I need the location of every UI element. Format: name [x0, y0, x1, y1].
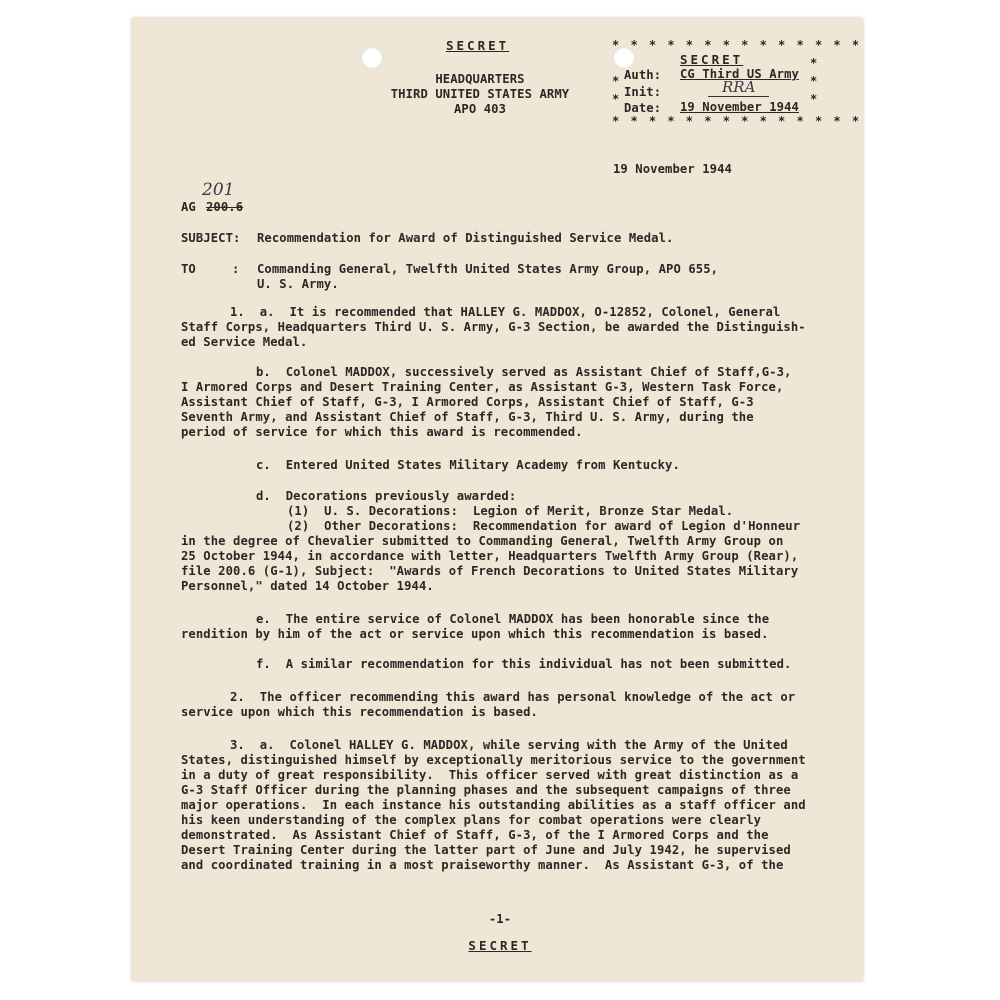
para-1d-line: 25 October 1944, in accordance with letter, Headquarters Twelfth Army Group (Rear),: [181, 549, 799, 563]
org-line-3: APO 403: [453, 102, 507, 116]
stamp-auth-value: CG Third US Army: [680, 67, 799, 81]
stamp-star: *: [810, 74, 820, 88]
handwritten-file-number: 201: [202, 180, 235, 200]
para-3a-line: G-3 Staff Officer during the planning phases and the subsequent campaigns of three: [181, 783, 791, 797]
to-line-1: Commanding General, Twelfth United States Army Group, APO 655,: [257, 262, 719, 276]
para-1e-line: e. The entire service of Colonel MADDOX has been honorable since the: [256, 612, 770, 626]
org-line-2: THIRD UNITED STATES ARMY: [390, 87, 570, 101]
to-line-2: U. S. Army.: [257, 277, 339, 291]
header-classification: SECRET: [446, 38, 510, 53]
para-1e-line: rendition by him of the act or service upon which this recommendation is based.: [181, 627, 769, 641]
para-3a-line: major operations. In each instance his outstanding abilities as a staff officer and: [181, 798, 806, 812]
stamp-star: *: [810, 92, 820, 106]
stamp-date-label: Date:: [624, 101, 662, 115]
para-3a-line: and coordinated training in a most praiseworthy manner. As Assistant G-3, of the: [181, 858, 784, 872]
subject-text: Recommendation for Award of Distinguished Service Medal.: [257, 231, 674, 245]
para-3a-line: in a duty of great responsibility. This officer served with great distinction as a: [181, 768, 799, 782]
stamp-auth-label: Auth:: [624, 68, 662, 82]
para-1b-line: Assistant Chief of Staff, G-3, I Armored Corps, Assistant Chief of Staff, G-3: [181, 395, 754, 409]
para-1f: f. A similar recommendation for this individual has not been submitted.: [256, 657, 792, 671]
classification-stamp: [610, 38, 862, 128]
subject-label: SUBJECT:: [181, 231, 241, 245]
para-1a-line: 1. a. It is recommended that HALLEY G. MADDOX, O-12852, Colonel, General: [230, 305, 781, 319]
stamp-border-bottom: * * * * * * * * * * * * * *: [612, 114, 862, 128]
stamp-star: *: [612, 92, 622, 106]
para-1d-line: (2) Other Decorations: Recommendation for award of Legion d'Honneur: [287, 519, 801, 533]
to-colon: :: [232, 262, 240, 276]
para-1b-line: Seventh Army, and Assistant Chief of Staff, G-3, Third U. S. Army, during the: [181, 410, 754, 424]
stamp-classification: SECRET: [680, 52, 744, 67]
stamp-date-value: 19 November 1944: [680, 100, 799, 114]
para-1a-line: ed Service Medal.: [181, 335, 308, 349]
para-3a-line: States, distinguished himself by exceptionally meritorious service to the government: [181, 753, 806, 767]
stamp-init-label: Init:: [624, 85, 662, 99]
footer-classification: SECRET: [468, 938, 532, 953]
para-3a-line: demonstrated. As Assistant Chief of Staff, G-3, of the I Armored Corps and the: [181, 828, 769, 842]
to-label: TO: [181, 262, 196, 276]
para-2-line: service upon which this recommendation is based.: [181, 705, 538, 719]
punch-hole: [361, 47, 383, 69]
para-2-line: 2. The officer recommending this award has personal knowledge of the act or: [230, 690, 796, 704]
para-1d-line: (1) U. S. Decorations: Legion of Merit, Bronze Star Medal.: [287, 504, 734, 518]
file-ref-struck: 200.6: [206, 200, 244, 214]
para-1d-line: in the degree of Chevalier submitted to Commanding General, Twelfth Army Group on: [181, 534, 784, 548]
para-1b-line: b. Colonel MADDOX, successively served as Assistant Chief of Staff,G-3,: [256, 365, 792, 379]
stamp-init-value: RRA: [708, 78, 769, 97]
para-3a-line: 3. a. Colonel HALLEY G. MADDOX, while serving with the Army of the United: [230, 738, 788, 752]
page-number: -1-: [488, 912, 512, 926]
para-1b-line: period of service for which this award is recommended.: [181, 425, 583, 439]
para-1d-line: Personnel," dated 14 October 1944.: [181, 579, 434, 593]
para-1a-line: Staff Corps, Headquarters Third U. S. Army, G-3 Section, be awarded the Distinguish-: [181, 320, 806, 334]
para-3a-line: Desert Training Center during the latter part of June and July 1942, he supervised: [181, 843, 791, 857]
para-1d-line: d. Decorations previously awarded:: [256, 489, 517, 503]
para-1d-line: file 200.6 (G-1), Subject: "Awards of French Decorations to United States Military: [181, 564, 799, 578]
stamp-border-top: * * * * * * * * * * * * * *: [612, 38, 862, 52]
document-date: 19 November 1944: [613, 162, 732, 176]
para-1c: c. Entered United States Military Academy from Kentucky.: [256, 458, 680, 472]
file-ref-prefix: AG: [181, 200, 196, 214]
stamp-star: *: [612, 74, 622, 88]
org-line-1: HEADQUARTERS: [435, 72, 525, 86]
para-3a-line: his keen understanding of the complex plans for combat operations were clearly: [181, 813, 762, 827]
stamp-star: *: [810, 56, 820, 70]
para-1b-line: I Armored Corps and Desert Training Center, as Assistant G-3, Western Task Force,: [181, 380, 784, 394]
